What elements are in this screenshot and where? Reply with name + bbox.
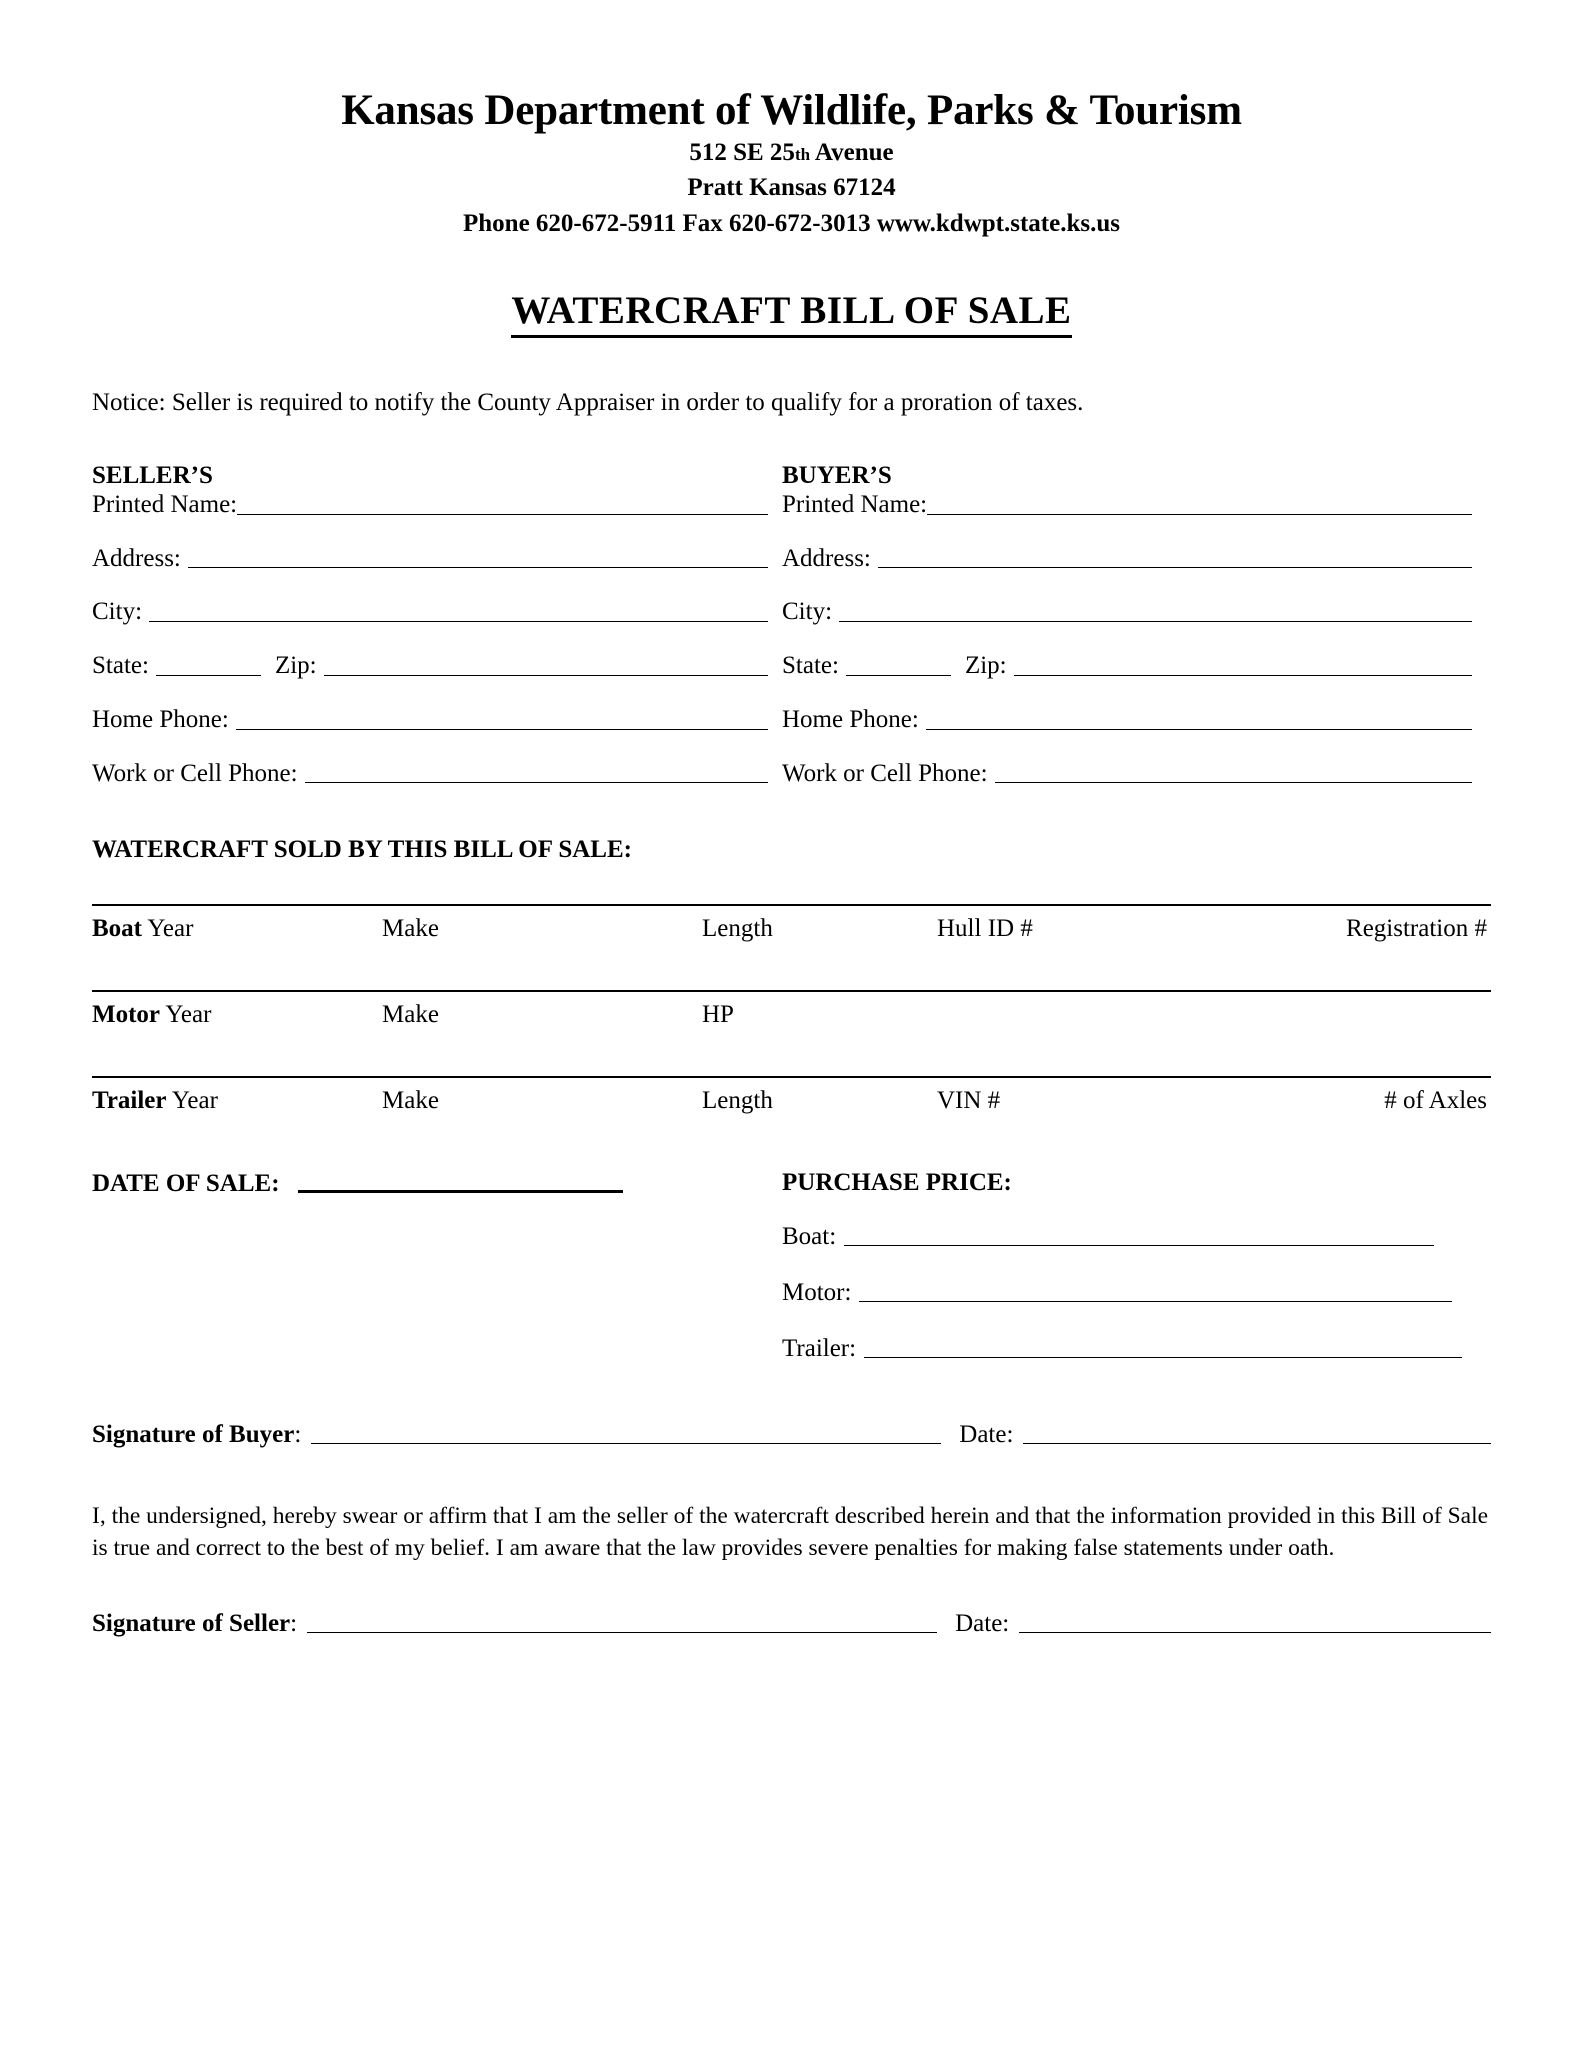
buyer-state-input[interactable] (846, 675, 951, 676)
motor-last-label (1297, 1001, 1487, 1029)
motor-make-label: Make (382, 1001, 439, 1029)
buyer-city-row (782, 598, 1472, 627)
seller-work-phone-label: Work or Cell Phone: (92, 759, 298, 787)
signature-of-buyer-row (92, 1363, 1491, 1449)
agency-street-address (92, 134, 1491, 170)
agency-city-state-zip: Pratt Kansas 67124 (687, 174, 896, 202)
trailer-length-label: Length (702, 1087, 773, 1115)
buyer-work-phone-row (782, 760, 1472, 789)
boat-registration-label: Registration # (1346, 915, 1487, 943)
signature-of-buyer-colon: : (294, 1421, 302, 1449)
trailer-year-label: Year (171, 1087, 218, 1115)
seller-city-label: City: (92, 598, 143, 626)
seller-home-phone-label: Home Phone: (92, 705, 229, 733)
purchase-price-trailer-label: Trailer: (782, 1335, 857, 1363)
seller-state-input[interactable] (156, 675, 261, 676)
buyer-printed-name-label: Printed Name: (782, 490, 928, 518)
signature-of-buyer-input[interactable] (311, 1443, 941, 1444)
buyer-state-zip-row (782, 652, 1472, 681)
buyer-zip-label: Zip: (964, 652, 1007, 680)
parties-section (92, 418, 1491, 788)
date-of-sale-label: DATE OF SALE: (92, 1170, 280, 1198)
purchase-price-trailer-row (782, 1335, 1472, 1363)
seller-state-zip-row (92, 652, 782, 681)
buyer-address-row (782, 545, 1472, 574)
seller-address-row (92, 545, 782, 574)
purchase-price-motor-row (782, 1279, 1472, 1307)
boat-hull-id-label: Hull ID # (937, 915, 1033, 943)
buyer-zip-input[interactable] (1014, 675, 1472, 676)
buyer-address-input[interactable] (878, 567, 1472, 568)
motor-row-cells (92, 992, 1491, 1029)
seller-column (92, 462, 782, 788)
buyer-state-label: State: (782, 652, 839, 680)
watercraft-table (92, 864, 1491, 1162)
buyer-work-phone-label: Work or Cell Phone: (782, 759, 988, 787)
seller-home-phone-row (92, 706, 782, 735)
buyer-home-phone-input[interactable] (926, 729, 1472, 730)
date-of-sale-row (92, 1170, 782, 1198)
motor-hp-label: HP (702, 1001, 734, 1029)
table-row (92, 904, 1491, 990)
purchase-price-heading: PURCHASE PRICE: (782, 1169, 1012, 1197)
signature-of-seller-input[interactable] (307, 1632, 937, 1633)
buyer-column (782, 462, 1472, 788)
watercraft-section-heading: WATERCRAFT SOLD BY THIS BILL OF SALE: (92, 836, 632, 864)
boat-kind-label: Boat (92, 915, 142, 943)
trailer-axles-label: # of Axles (1384, 1087, 1487, 1115)
signature-of-seller-label: Signature of Seller (92, 1609, 291, 1637)
seller-printed-name-label: Printed Name: (92, 490, 238, 518)
trailer-make-label: Make (382, 1087, 439, 1115)
buyer-city-input[interactable] (839, 621, 1472, 622)
seller-city-input[interactable] (149, 621, 768, 622)
purchase-price-motor-label: Motor: (782, 1279, 852, 1307)
boat-make-label: Make (382, 915, 439, 943)
signature-of-buyer-label: Signature of Buyer (92, 1421, 295, 1449)
seller-heading: SELLER’S (92, 462, 213, 490)
buyer-address-label: Address: (782, 544, 871, 572)
seller-work-phone-row (92, 760, 782, 789)
seller-printed-name-input[interactable] (237, 514, 768, 515)
seller-date-input[interactable] (1019, 1632, 1491, 1633)
street-name: Avenue (810, 138, 894, 166)
affirmation-paragraph: I, the undersigned, hereby swear or affirm that I am the seller of the watercraft described herein and that the information provided in this Bill of Sale is true and correct to the best of my belief. I am aware that the law provides severe penalties for making false statements under oath. (92, 1503, 1489, 1561)
date-of-sale-input[interactable] (298, 1190, 623, 1193)
trailer-vin-label: VIN # (937, 1087, 1001, 1115)
seller-address-label: Address: (92, 544, 181, 572)
purchase-price-motor-input[interactable] (859, 1301, 1452, 1302)
boat-kind-cell (92, 915, 382, 943)
seller-home-phone-input[interactable] (236, 729, 768, 730)
seller-zip-input[interactable] (324, 675, 768, 676)
seller-work-phone-input[interactable] (305, 782, 768, 783)
buyer-printed-name-row (782, 491, 1472, 520)
signature-of-seller-row (92, 1564, 1491, 1638)
table-row (92, 1076, 1491, 1162)
notice-text: Notice: Seller is required to notify the County Appraiser in order to qualify for a proration of taxes. (92, 389, 1084, 417)
buyer-heading: BUYER’S (782, 462, 892, 490)
seller-date-label: Date: (955, 1609, 1010, 1637)
signature-of-seller-colon: : (290, 1609, 298, 1637)
buyer-home-phone-row (782, 706, 1472, 735)
page-title-text: WATERCRAFT BILL OF SALE (511, 289, 1071, 338)
purchase-price-boat-input[interactable] (844, 1245, 1434, 1246)
boat-row-cells (92, 906, 1491, 943)
agency-contact-line: Phone 620-672-5911 Fax 620-672-3013 www.kdwpt.state.ks.us (463, 209, 1120, 237)
trailer-kind-cell (92, 1087, 382, 1115)
seller-printed-name-row (92, 491, 782, 520)
table-row (92, 990, 1491, 1076)
buyer-city-label: City: (782, 598, 833, 626)
boat-year-label: Year (147, 915, 194, 943)
purchase-price-trailer-input[interactable] (864, 1357, 1462, 1358)
motor-kind-cell (92, 1001, 382, 1029)
motor-year-label: Year (165, 1001, 212, 1029)
date-of-sale-column (92, 1170, 782, 1363)
seller-state-label: State: (92, 652, 149, 680)
purchase-price-column (782, 1170, 1472, 1363)
boat-length-label: Length (702, 915, 773, 943)
buyer-date-input[interactable] (1023, 1443, 1491, 1444)
motor-kind-label: Motor (92, 1001, 161, 1029)
purchase-price-boat-row (782, 1223, 1472, 1251)
seller-address-input[interactable] (188, 567, 768, 568)
trailer-row-cells (92, 1078, 1491, 1115)
page-title (92, 240, 1491, 333)
street-number: 512 SE 25 (689, 138, 795, 166)
agency-title: Kansas Department of Wildlife, Parks & Tourism (341, 87, 1242, 134)
motor-id-label (937, 1001, 1297, 1029)
buyer-date-label: Date: (959, 1421, 1014, 1449)
seller-city-row (92, 598, 782, 627)
buyer-work-phone-input[interactable] (995, 782, 1472, 783)
purchase-price-boat-label: Boat: (782, 1223, 837, 1251)
buyer-home-phone-label: Home Phone: (782, 705, 919, 733)
street-ordinal-suffix: th (794, 144, 811, 164)
buyer-printed-name-input[interactable] (927, 514, 1472, 515)
sale-details-section (92, 1162, 1491, 1363)
seller-zip-label: Zip: (274, 652, 317, 680)
trailer-kind-label: Trailer (92, 1087, 167, 1115)
